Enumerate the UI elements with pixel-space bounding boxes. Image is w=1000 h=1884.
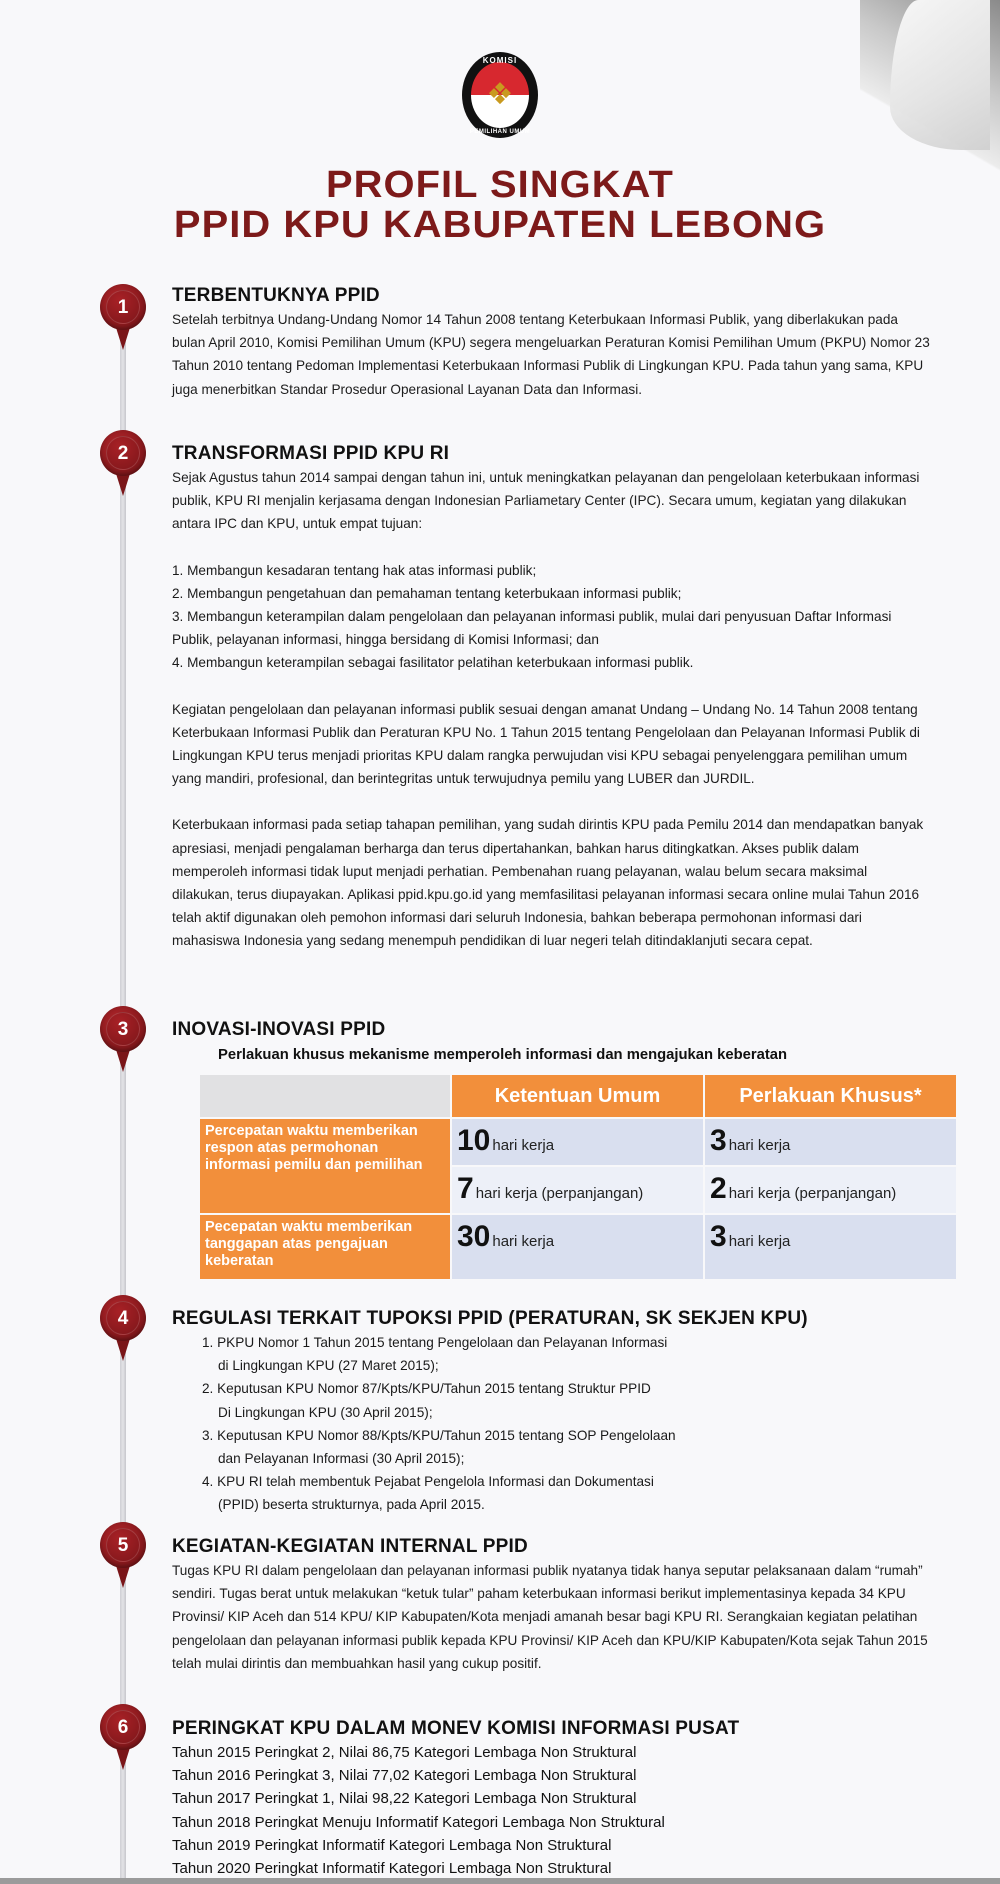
- list-item: 2. Membangun pengetahuan dan pemahaman tentang keterbukaan informasi publik;: [172, 585, 682, 601]
- timeline-pin-2: [100, 430, 146, 496]
- ranking-item: Tahun 2017 Peringkat 1, Nilai 98,22 Kategori Lembaga Non Struktural: [172, 1790, 637, 1808]
- timeline-pin-5: [100, 1522, 146, 1588]
- ranking-item: Tahun 2020 Peringkat Informatif Kategori Lembaga Non Struktural: [172, 1860, 612, 1878]
- pin-number: 5: [106, 1528, 140, 1562]
- table-header-ketentuan-umum: Ketentuan Umum: [452, 1075, 703, 1117]
- timeline-pin-1: [100, 284, 146, 350]
- regulation-list: [202, 1331, 932, 1517]
- table-cell: 7 hari kerja (perpanjangan): [452, 1167, 703, 1213]
- table-cell: 2 hari kerja (perpanjangan): [705, 1167, 956, 1213]
- section-paragraph: Tugas KPU RI dalam pengelolaan dan pelayanan informasi publik nyatanya tidak hanya seputar pelaksanaan dalam “rumah” sendiri. Tugas berat untuk melakukan “ketuk tular” paham keterbukaan informasi berikut implementasinya kepada 34 KPU Provinsi/ KIP Aceh dan 514 KPU/ KIP Kabupaten/Kota menjadi amanah besar bagi KPU RI. Serangkaian kegiatan pelatihan pengelolaan dan pelayanan informasi publik kepada KPU Provinsi/ KIP Aceh dan KPU/KIP Kabupaten/Kota sejak Tahun 2015 telah mulai dirintis dan membuahkan hasil yang cukup positif.: [172, 1563, 928, 1671]
- page-title-line2: PPID KPU KABUPATEN LEBONG: [173, 204, 827, 246]
- list-item: 3. Keputusan KPU Nomor 88/Kpts/KPU/Tahun 2015 tentang SOP Pengelolaan dan Pelayanan Informasi (30 April 2015);: [202, 1427, 676, 1467]
- section-intro: Sejak Agustus tahun 2014 sampai dengan tahun ini, untuk meningkatkan pelayanan dan pengelolaan keterbukaan informasi publik, KPU RI menjalin kerjasama dengan Indonesian Parliametary Center (IPC). Secara umum, kegiatan yang dilakukan antara IPC dan KPU, untuk empat tujuan:: [172, 470, 920, 532]
- section-peringkat-monev: [172, 1717, 932, 1880]
- pin-number: 6: [106, 1710, 140, 1744]
- garuda-emblem-icon: ❖: [486, 78, 514, 111]
- section-title: TRANSFORMASI PPID KPU RI: [172, 443, 450, 464]
- ranking-item: Tahun 2016 Peringkat 3, Nilai 77,02 Kategori Lembaga Non Struktural: [172, 1767, 637, 1785]
- list-item: 4. KPU RI telah membentuk Pejabat Pengelola Informasi dan Dokumentasi (PPID) beserta strukturnya, pada April 2015.: [202, 1474, 654, 1513]
- section-paragraph: Keterbukaan informasi pada setiap tahapan pemilihan, yang sudah dirintis KPU pada Pemilu 2014 dan mendapatkan banyak apresiasi, menjadi pengalaman berharga dan terus dipertahankan, bahkan harus ditingkatkan. Akses publik dalam memperoleh informasi tidak luput menjadi perhatian. Pembenahan ruang pelayanan, walau belum secara maksimal dilakukan, terus diupayakan. Aplikasi ppid.kpu.go.id yang memfasilitasi pelayanan informasi secara online mulai Tahun 2016 telah aktif digunakan oleh pemohon informasi dari seluruh Indonesia, bahkan beberapa permohonan informasi dari mahasiswa Indonesia yang sedang menempuh pendidikan di luar negeri telah ditindaklanjuti secara cepat.: [172, 817, 924, 949]
- table-cell: 30 hari kerja: [452, 1215, 703, 1279]
- ranking-item: Tahun 2018 Peringkat Menuju Informatif Kategori Lembaga Non Struktural: [172, 1813, 665, 1831]
- table-row-label: Pecepatan waktu memberikan tanggapan atas pengajuan keberatan: [200, 1215, 450, 1279]
- page-title-line1: PROFIL SINGKAT: [326, 164, 674, 206]
- table-header-row: [200, 1075, 956, 1117]
- table-row-label: Percepatan waktu memberikan respon atas permohonan informasi pemilu dan pemilihan: [200, 1119, 450, 1213]
- list-item: 1. PKPU Nomor 1 Tahun 2015 tentang Pengelolaan dan Pelayanan Informasi di Lingkungan KPU (27 Maret 2015);: [202, 1335, 668, 1374]
- timeline-pin-4: [100, 1295, 146, 1361]
- goals-list: [172, 559, 932, 675]
- table-cell: 3 hari kerja: [705, 1215, 956, 1279]
- section-title: INOVASI-INOVASI PPID: [172, 1019, 386, 1040]
- table-cell: 3 hari kerja: [705, 1119, 956, 1165]
- ranking-item: Tahun 2019 Peringkat Informatif Kategori Lembaga Non Struktural: [172, 1836, 612, 1854]
- bottom-border: [0, 1878, 1000, 1884]
- innovation-table: [198, 1073, 958, 1281]
- section-regulasi: [172, 1307, 932, 1517]
- section-kegiatan-internal: [172, 1535, 932, 1675]
- pin-number: 4: [106, 1301, 140, 1335]
- pin-number: 1: [106, 290, 140, 324]
- section-paragraph: Kegiatan pengelolaan dan pelayanan informasi publik sesuai dengan amanat Undang – Undang No. 14 Tahun 2008 tentang Keterbukaan Informasi Publik dan Peraturan KPU No. 1 Tahun 2015 tentang Pengelolaan dan Pelayanan Informasi Publik di Lingkungan KPU terus menjadi prioritas KPU dalam rangka perwujudan visi KPU sebagai penyelenggara pemilihan umum yang mandiri, profesional, dan berintegritas untuk terwujudnya pemilu yang LUBER dan JURDIL.: [172, 701, 920, 787]
- section-title: PERINGKAT KPU DALAM MONEV KOMISI INFORMASI PUSAT: [172, 1718, 740, 1739]
- table-row: [200, 1215, 956, 1279]
- page-title: [0, 165, 1000, 245]
- table-row: [200, 1119, 956, 1165]
- section-title: KEGIATAN-KEGIATAN INTERNAL PPID: [172, 1536, 528, 1557]
- table-header-perlakuan-khusus: Perlakuan Khusus*: [705, 1075, 956, 1117]
- section-title: TERBENTUKNYA PPID: [172, 285, 380, 306]
- logo-bottom-text: PEMILIHAN UMUM: [469, 129, 531, 135]
- section-terbentuknya-ppid: [172, 284, 932, 401]
- pin-number: 2: [106, 436, 140, 470]
- section-inovasi-ppid: [172, 1018, 932, 1042]
- pin-number: 3: [106, 1012, 140, 1046]
- table-cell: 10 hari kerja: [452, 1119, 703, 1165]
- list-item: 3. Membangun keterampilan dalam pengelolaan dan pelayanan informasi publik, mulai dari penyusuan Daftar Informasi Publik, pelayanan informasi, hingga bersidang di Komisi Informasi; dan: [172, 609, 892, 648]
- list-item: 4. Membangun keterampilan sebagai fasilitator pelatihan keterbukaan informasi publik.: [172, 655, 694, 671]
- timeline-pin-3: [100, 1006, 146, 1072]
- logo-top-text: KOMISI: [482, 56, 518, 65]
- list-item: 1. Membangun kesadaran tentang hak atas informasi publik;: [172, 562, 537, 578]
- timeline-line: [120, 300, 126, 1878]
- section-transformasi-ppid: [172, 442, 932, 953]
- list-item: 2. Keputusan KPU Nomor 87/Kpts/KPU/Tahun 2015 tentang Struktur PPID Di Lingkungan KPU (30 April 2015);: [202, 1381, 651, 1420]
- ranking-item: Tahun 2015 Peringkat 2, Nilai 86,75 Kategori Lembaga Non Struktural: [172, 1744, 637, 1761]
- table-caption: Perlakuan khusus mekanisme memperoleh informasi dan mengajukan keberatan: [218, 1047, 788, 1063]
- table-header-blank: [200, 1075, 450, 1117]
- section-title: REGULASI TERKAIT TUPOKSI PPID (PERATURAN, SK SEKJEN KPU): [172, 1308, 808, 1329]
- section-paragraph: Setelah terbitnya Undang-Undang Nomor 14 Tahun 2008 tentang Keterbukaan Informasi Publik, yang diberlakukan pada bulan April 2010, Komisi Pemilihan Umum (KPU) segera mengeluarkan Peraturan Komisi Pemilihan Umum (PKPU) Nomor 23 Tahun 2010 tentang Pedoman Implementasi Keterbukaan Informasi Publik di Lingkungan KPU. Pada tahun yang sama, KPU juga menerbitkan Standar Prosedur Operasional Layanan Data dan Informasi.: [172, 312, 930, 397]
- timeline-pin-6: [100, 1704, 146, 1770]
- kpu-logo: [462, 52, 538, 138]
